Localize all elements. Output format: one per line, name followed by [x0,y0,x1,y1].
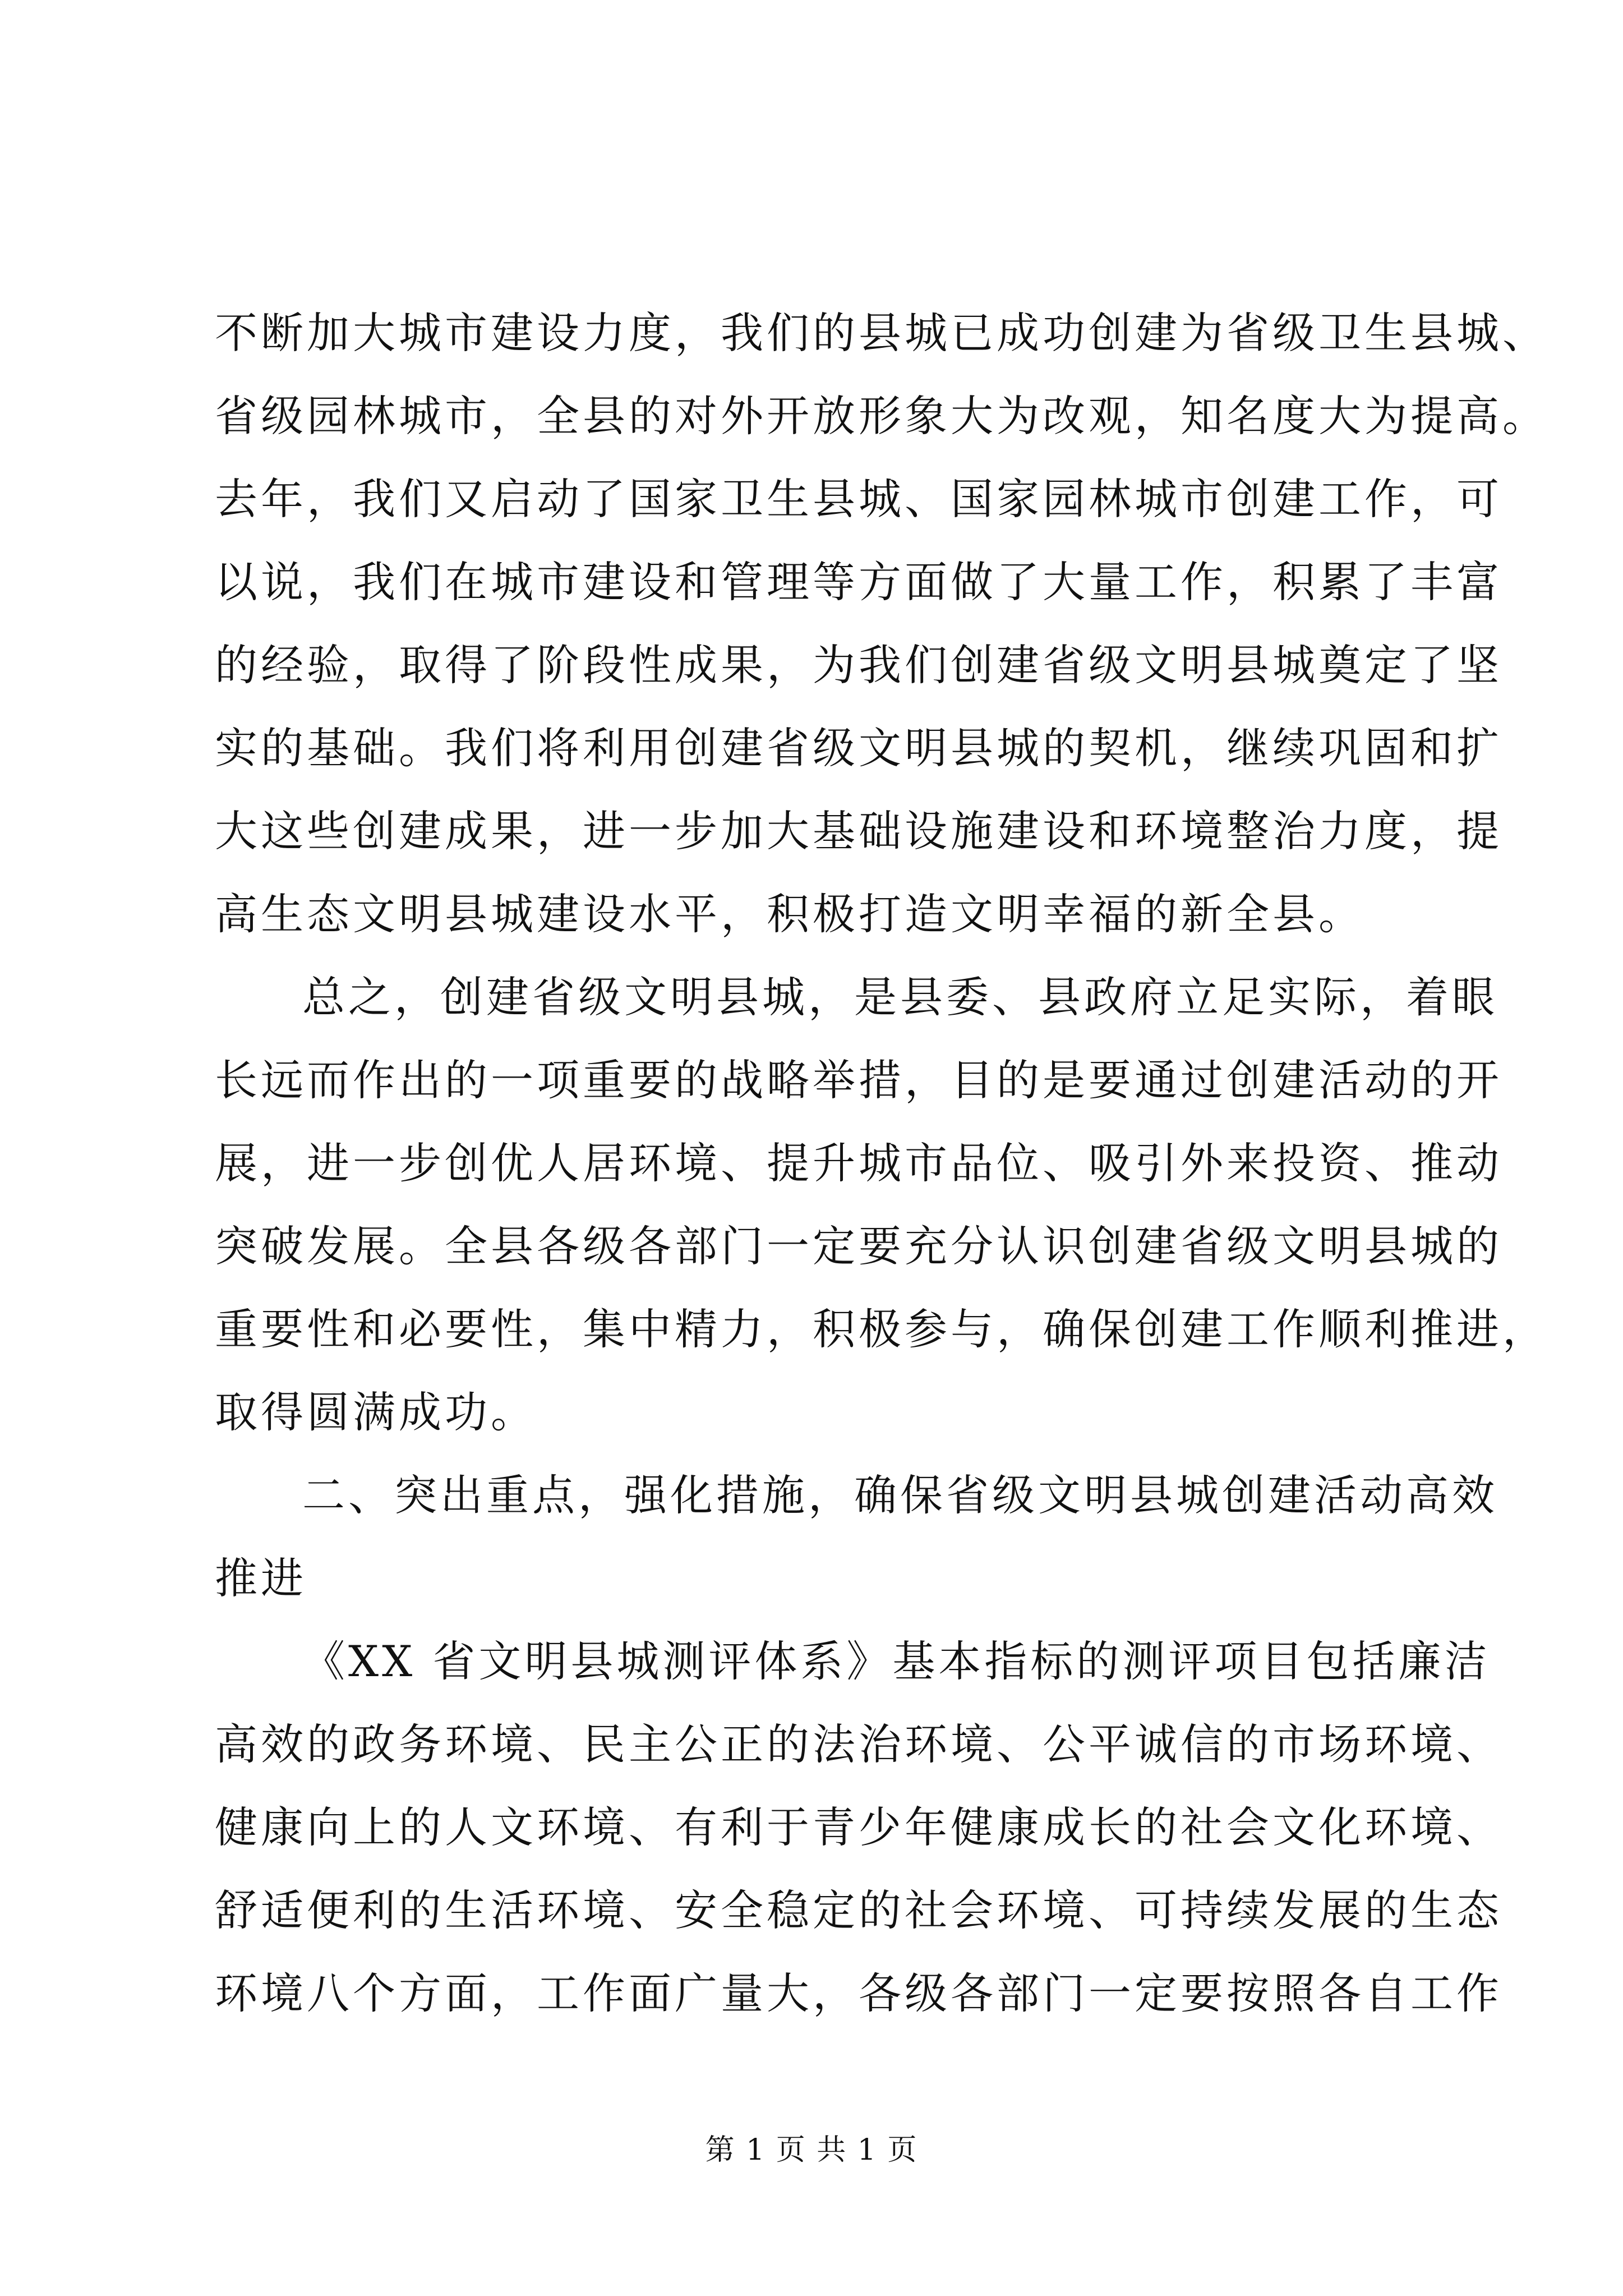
text-line: 健康向上的人文环境、有利于青少年健康成长的社会文化环境、 [215,1802,1502,1852]
text-line: 省级园林城市，全县的对外开放形象大为改观，知名度大为提高。 [215,391,1548,441]
paragraph-start-line: 《XX 省文明县城测评体系》基本指标的测评项目包括廉洁 [302,1636,1491,1686]
text-line: 以说，我们在城市建设和管理等方面做了大量工作，积累了丰富 [215,557,1502,607]
text-line: 环境八个方面，工作面广量大，各级各部门一定要按照各自工作 [215,1968,1502,2018]
text-line: 不断加大城市建设力度，我们的县城已成功创建为省级卫生县城、 [215,308,1548,358]
section-heading-line: 推进 [215,1553,307,1603]
text-line: 突破发展。全县各级各部门一定要充分认识创建省级文明县城的 [215,1221,1502,1271]
paragraph-start-line: 总之，创建省级文明县城，是县委、县政府立足实际，着眼 [302,972,1498,1022]
text-line: 高效的政务环境、民主公正的法治环境、公平诚信的市场环境、 [215,1719,1502,1769]
text-line: 长远而作出的一项重要的战略举措，目的是要通过创建活动的开 [215,1055,1502,1105]
body-text [215,292,1548,2035]
section-heading-line: 二、突出重点，强化措施，确保省级文明县城创建活动高效 [302,1470,1498,1520]
text-line: 实的基础。我们将利用创建省级文明县城的契机，继续巩固和扩 [215,723,1502,773]
text-line: 去年，我们又启动了国家卫生县城、国家园林城市创建工作，可 [215,474,1502,524]
text-line: 高生态文明县城建设水平，积极打造文明幸福的新全县。 [215,889,1364,939]
text-line: 舒适便利的生活环境、安全稳定的社会环境、可持续发展的生态 [215,1885,1502,1935]
text-line: 重要性和必要性，集中精力，积极参与，确保创建工作顺利推进， [215,1304,1548,1354]
text-line: 取得圆满成功。 [215,1387,537,1437]
text-line: 大这些创建成果，进一步加大基础设施建设和环境整治力度，提 [215,806,1502,856]
text-line: 展，进一步创优人居环境、提升城市品位、吸引外来投资、推动 [215,1138,1502,1188]
text-line: 的经验，取得了阶段性成果，为我们创建省级文明县城奠定了坚 [215,640,1502,690]
page-footer: 第 1 页 共 1 页 [705,2133,918,2167]
